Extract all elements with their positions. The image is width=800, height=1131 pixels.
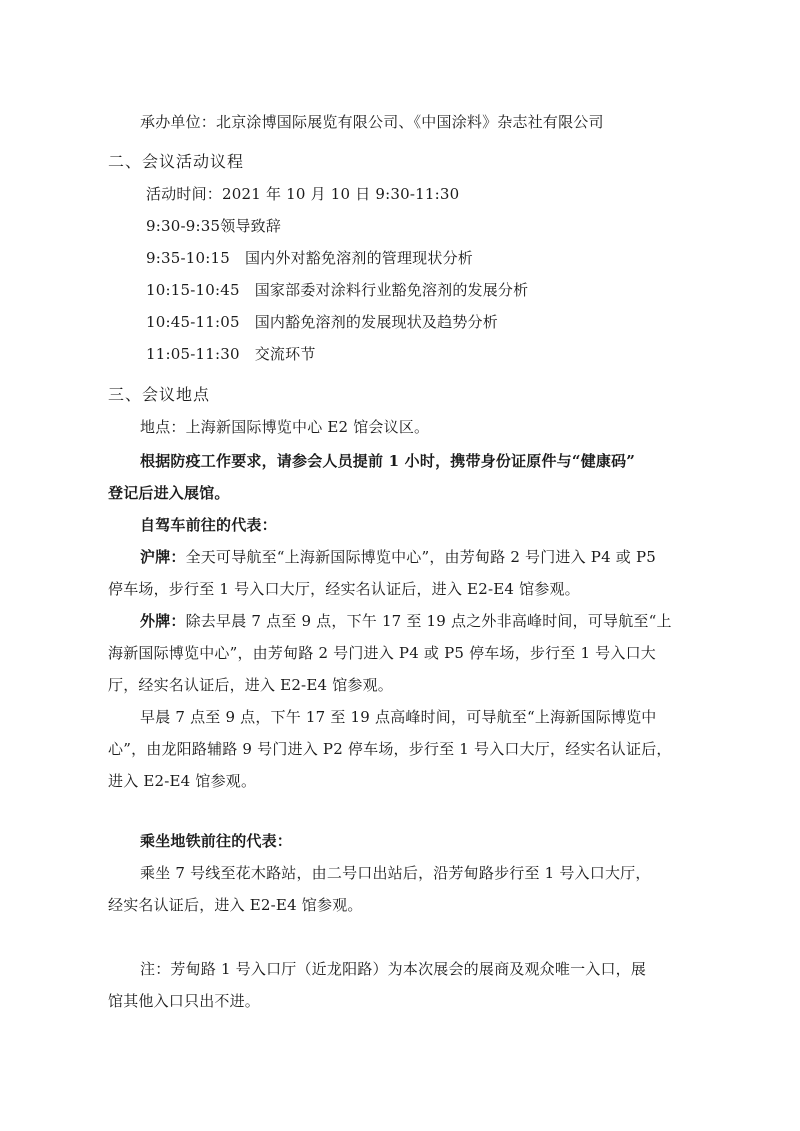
- hu-plate-label: 沪牌：: [140, 548, 186, 566]
- agenda-item: [146, 310, 498, 334]
- note-line-1: 注：芳甸路 1 号入口厅（近龙阳路）为本次展会的展商及观众唯一入口，展: [140, 960, 647, 978]
- event-time: 活动时间：2021 年 10 月 10 日 9:30-11:30: [146, 185, 460, 203]
- organizer-line: 承办单位：北京涂博国际展览有限公司、《中国涂料》杂志社有限公司: [140, 113, 604, 131]
- section-heading-agenda: 二、会议活动议程: [108, 152, 245, 171]
- section-heading-location: 三、会议地点: [108, 385, 211, 404]
- metro-line-2: 经实名认证后，进入 E2-E4 馆参观。: [108, 896, 363, 914]
- agenda-title: 国内豁免溶剂的发展现状及趋势分析: [254, 313, 498, 331]
- agenda-time: 9:35-10:15: [146, 249, 230, 267]
- wai-plate-line-1: [140, 609, 672, 633]
- agenda-time: 9:30-9:35: [146, 217, 221, 235]
- metro-line-1: 乘坐 7 号线至花木路站，由二号口出站后，沿芳甸路步行至 1 号入口大厅，: [140, 864, 651, 882]
- agenda-title: 交流环节: [254, 345, 316, 363]
- notice-line-1: 根据防疫工作要求，请参会人员提前 1 小时，携带身份证原件与“健康码”: [140, 452, 636, 470]
- location-text: 地点：上海新国际博览中心 E2 馆会议区。: [140, 418, 430, 436]
- peak-line-3: 进入 E2-E4 馆参观。: [108, 772, 257, 790]
- note-line-2: 馆其他入口只出不进。: [108, 992, 261, 1010]
- agenda-time: 10:15-10:45: [146, 281, 240, 299]
- agenda-title: 领导致辞: [220, 217, 282, 235]
- wai-plate-label: 外牌：: [140, 612, 186, 630]
- hu-plate-line-1: [140, 545, 656, 569]
- notice-line-2: 登记后进入展馆。: [108, 484, 230, 502]
- wai-plate-line-3: 厅，经实名认证后，进入 E2-E4 馆参观。: [108, 676, 393, 694]
- wai-plate-text: 除去早晨 7 点至 9 点，下午 17 至 19 点之外非高峰时间，可导航至“上: [185, 612, 672, 630]
- agenda-item: [146, 342, 316, 366]
- agenda-time: 10:45-11:05: [146, 313, 240, 331]
- agenda-item: [146, 214, 281, 238]
- agenda-item: [146, 278, 528, 302]
- metro-heading: 乘坐地铁前往的代表：: [140, 832, 293, 850]
- agenda-title: 国内外对豁免溶剂的管理现状分析: [244, 249, 473, 267]
- agenda-time: 11:05-11:30: [146, 345, 240, 363]
- peak-line-2: 心”，由龙阳路辅路 9 号门进入 P2 停车场，步行至 1 号入口大厅，经实名认证后，: [108, 740, 672, 758]
- peak-line-1: 早晨 7 点至 9 点，下午 17 至 19 点高峰时间，可导航至“上海新国际博览中: [140, 708, 657, 726]
- agenda-item: [146, 246, 473, 270]
- drive-heading: 自驾车前往的代表：: [140, 516, 277, 534]
- hu-plate-line-2: 停车场，步行至 1 号入口大厅，经实名认证后，进入 E2-E4 馆参观。: [108, 580, 580, 598]
- wai-plate-line-2: 海新国际博览中心”，由芳甸路 2 号门进入 P4 或 P5 停车场，步行至 1 号入口大: [108, 644, 656, 662]
- agenda-title: 国家部委对涂料行业豁免溶剂的发展分析: [254, 281, 529, 299]
- hu-plate-text: 全天可导航至“上海新国际博览中心”，由芳甸路 2 号门进入 P4 或 P5: [185, 548, 657, 566]
